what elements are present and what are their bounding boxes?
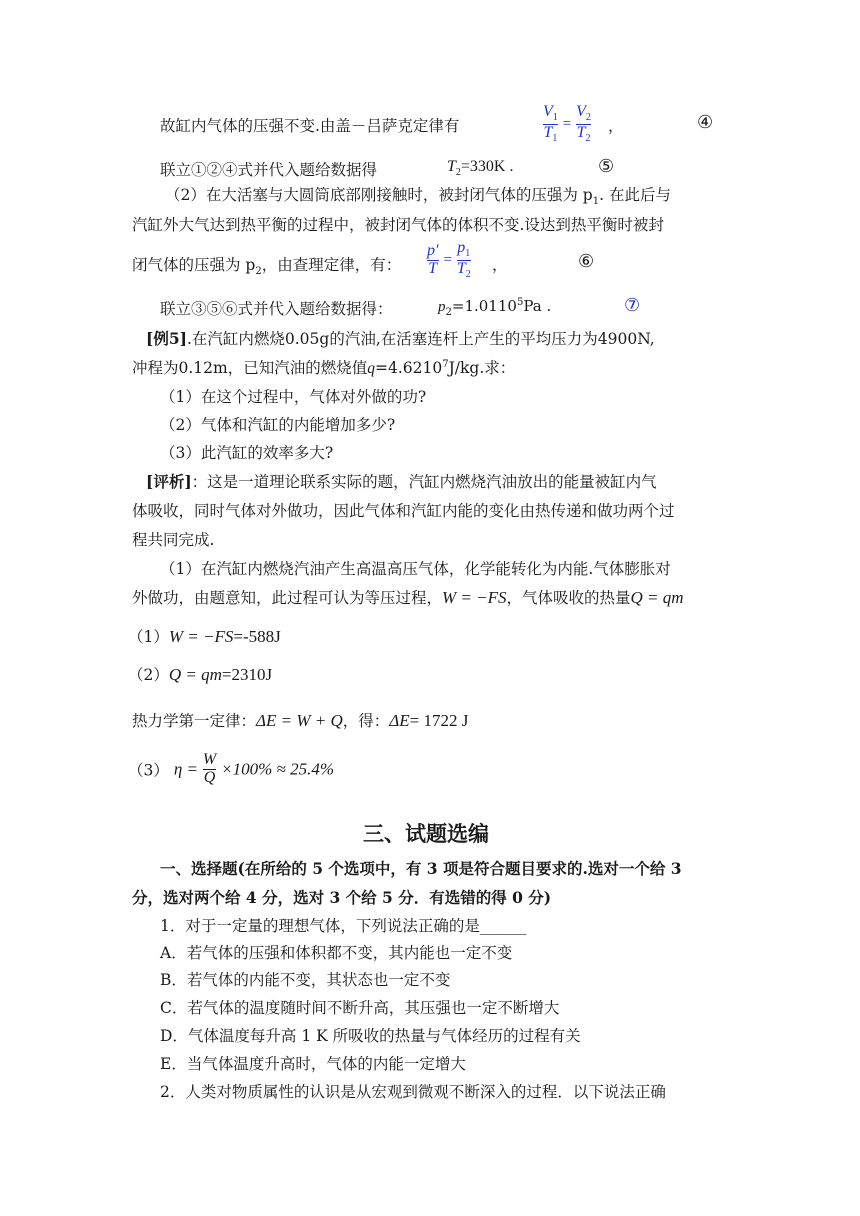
option-b: B．若气体的内能不变，其状态也一定不变: [160, 971, 451, 989]
text-line: 外做功，由题意知，此过程可认为等压过程，W = −FS，气体吸收的热量Q = qm: [132, 588, 684, 607]
option-e: E．当气体温度升高时，气体的内能一定增大: [160, 1055, 466, 1073]
question-item: （3）此汽缸的效率多大?: [160, 444, 334, 462]
text-line: （1）在汽缸内燃烧汽油产生高温高压气体，化学能转化为内能.气体膨胀对: [160, 560, 671, 578]
text-line: 联立①②④式并代入题给数据得: [160, 161, 378, 179]
instruction-line: 一、选择题(在所给的 5 个选项中，有 3 项是符合题目要求的.选对一个给 3: [160, 859, 682, 878]
comma: ，: [608, 117, 624, 135]
text-line: 联立③⑤⑥式并代入题给数据得：: [160, 300, 393, 318]
example-heading: [例5].在汽缸内燃烧0.05g的汽油,在活塞连杆上产生的平均压力为4900N,: [146, 329, 655, 348]
comma: ，: [492, 256, 508, 274]
answer-line: （3） η = $\frac{W}{Q}$ ×100% ≈ 25.4%: [128, 751, 335, 786]
result-p2: $p_2=1.0110^5Pa$ .: [438, 297, 552, 318]
option-c: C．若气体的温度随时间不断升高，其压强也一定不断增大: [160, 999, 560, 1017]
fraction: $\frac{V_2}{T_2}$: [576, 103, 591, 144]
instruction-line: 分，选对两个给 4 分，选对 3 个给 5 分．有选错的得 0 分): [132, 888, 552, 907]
equation-marker: ⑤: [598, 156, 615, 177]
text-line: 故缸内气体的压强不变.由盖－吕萨克定律有: [160, 117, 460, 135]
equation-marker: ④: [697, 112, 714, 133]
text-line: 体吸收，同时气体对外做功，因此气体和汽缸内能的变化由热传递和做功两个过: [132, 502, 675, 520]
equation-marker: ⑥: [578, 251, 595, 272]
equation-marker: ⑦: [624, 295, 641, 316]
question-item: 1．对于一定量的理想气体，下列说法正确的是______: [160, 917, 527, 935]
fraction: $\frac{p_1}{T_2}$: [456, 239, 471, 280]
question-item: （2）气体和汽缸的内能增加多少?: [160, 416, 396, 434]
formula-gay-lussac: $\frac{V_1}{T_1}$ = $\frac{V_2}{T_2}$: [543, 103, 591, 144]
text-line: （2）在大活塞与大圆筒底部刚接触时，被封闭气体的压强为 $p_1$. 在此后与: [165, 186, 671, 208]
section-title: 三、试题选编: [363, 822, 489, 846]
option-a: A．若气体的压强和体积都不变，其内能也一定不变: [160, 944, 513, 962]
fraction: $\frac{V_1}{T_1}$: [543, 103, 558, 144]
formula-charles: $\frac{p'}{T}$ = $\frac{p_1}{T_2}$: [427, 239, 471, 280]
answer-line: 热力学第一定律：ΔE = W + Q，得：ΔE= 1722 J: [132, 711, 469, 730]
answer-line: （1）W = −FS=-588J: [128, 627, 281, 646]
text-line: 程共同完成.: [132, 531, 215, 549]
fraction: $\frac{p'}{T}$: [427, 241, 439, 277]
result-t2: $T_2=330K$ .: [447, 158, 514, 179]
text-line: 冲程为0.12m，已知汽油的燃烧值$q=4.6210^7J/kg$.求：: [132, 358, 516, 377]
question-item: 2．人类对物质属性的认识是从宏观到微观不断深入的过程．以下说法正确: [160, 1083, 666, 1101]
question-item: （1）在这个过程中，气体对外做的功?: [160, 388, 427, 406]
fraction: $\frac{W}{Q}$: [202, 751, 217, 786]
text-line: 闭气体的压强为 $p_2$，由查理定律，有：: [132, 256, 402, 278]
comment-heading: [评析]：这是一道理论联系实际的题，汽缸内燃烧汽油放出的能量被缸内气: [146, 472, 657, 491]
option-d: D．气体温度每升高 1 K 所吸收的热量与气体经历的过程有关: [160, 1027, 581, 1045]
answer-line: （2）Q = qm=2310J: [128, 665, 273, 684]
text-line: 汽缸外大气达到热平衡的过程中，被封闭气体的体积不变.设达到热平衡时被封: [132, 216, 664, 234]
